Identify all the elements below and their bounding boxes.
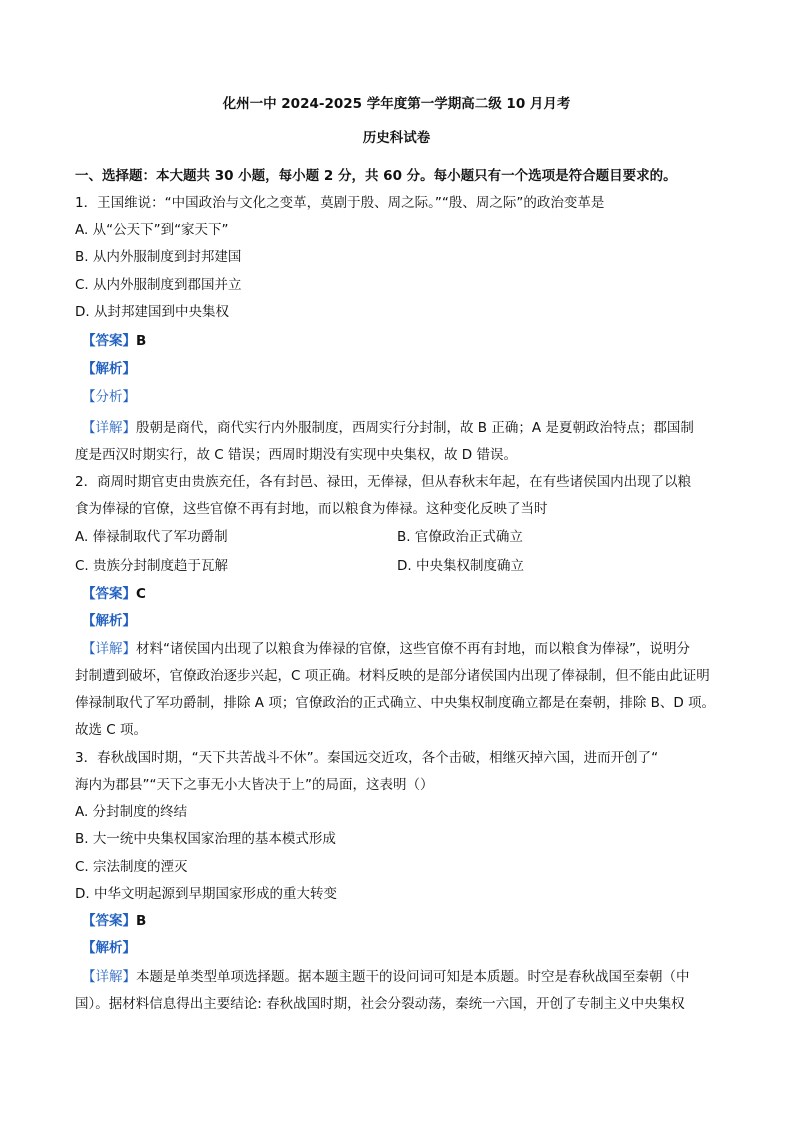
section-heading: 一、选择题：本大题共 30 小题，每小题 2 分，共 60 分。每小题只有一个选项是符合题目要求的。 [75, 168, 677, 184]
q2-jiexi-label: 【解析】 [82, 613, 136, 629]
q2-answer [82, 584, 146, 604]
q3-detail-line-2: 国）。据材料信息得出主要结论: 春秋战国时期，社会分裂动荡，秦统一六国，开创了专制主义中央集权 [75, 996, 685, 1012]
q2-detail-line-4: 故选 C 项。 [75, 722, 148, 738]
q3-option-a: A. 分封制度的终结 [75, 804, 188, 820]
detail-text: 材料“诸侯国内出现了以粮食为俸禄的官僚，这些官僚不再有封地，而以粮食为俸禄”，说明分 [136, 641, 690, 657]
q3-option-d: D. 中华文明起源到早期国家形成的重大转变 [75, 886, 337, 902]
xiangjie-label: 【详解】 [82, 420, 136, 436]
q1-option-c: C. 从内外服制度到郡国并立 [75, 277, 242, 293]
q2-detail-line-1 [82, 639, 690, 659]
q3-jiexi-label: 【解析】 [82, 940, 136, 956]
q3-answer [82, 911, 146, 931]
q2-stem-line-2: 食为俸禄的官僚，这些官僚不再有封地，而以粮食为俸禄。这种变化反映了当时 [75, 501, 548, 517]
q2-option-a: A. 俸禄制取代了军功爵制 [75, 529, 228, 545]
q1-answer [82, 331, 146, 351]
xiangjie-label: 【详解】 [82, 641, 136, 657]
q1-option-b: B. 从内外服制度到封邦建国 [75, 249, 242, 265]
q1-option-d: D. 从封邦建国到中央集权 [75, 304, 229, 320]
q1-option-a: A. 从“公天下”到“家天下” [75, 222, 229, 238]
q2-option-c: C. 贵族分封制度趋于瓦解 [75, 558, 229, 574]
exam-subtitle: 历史科试卷 [362, 130, 431, 146]
q1-detail-line-2: 度是西汉时期实行，故 C 错误；西周时期没有实现中央集权，故 D 错误。 [75, 447, 517, 463]
q3-stem-line-1: 3．春秋战国时期，“天下共苦战斗不休”。秦国远交近攻，各个击破，相继灭掉六国，进而开创了“ [75, 750, 659, 766]
answer-value: C [136, 586, 146, 602]
answer-label: 【答案】 [82, 913, 136, 929]
q3-option-c: C. 宗法制度的湮灭 [75, 859, 188, 875]
q2-option-d: D. 中央集权制度确立 [397, 558, 524, 574]
q3-stem-line-2: 海内为郡县”“天下之事无小大皆决于上”的局面，这表明（） [75, 777, 434, 793]
detail-text: 本题是单类型单项选择题。据本题主题干的设问词可知是本质题。时空是春秋战国至秦朝（中 [136, 969, 690, 985]
answer-label: 【答案】 [82, 333, 136, 349]
xiangjie-label: 【详解】 [82, 969, 136, 985]
answer-value: B [136, 333, 147, 349]
q2-stem-line-1: 2．商周时期官吏由贵族充任，各有封邑、禄田，无俸禄，但从春秋末年起，在有些诸侯国内出现了以粮 [75, 474, 692, 490]
detail-text: 殷朝是商代，商代实行内外服制度，西周实行分封制，故 B 正确；A 是夏朝政治特点；郡国制 [136, 420, 694, 436]
answer-value: B [136, 913, 147, 929]
answer-label: 【答案】 [82, 586, 136, 602]
q3-detail-line-1 [82, 967, 690, 987]
q1-stem: 1．王国维说：“中国政治与文化之变革，莫剧于殷、周之际。”“殷、周之际”的政治变革是 [75, 195, 605, 211]
q3-option-b: B. 大一统中央集权国家治理的基本模式形成 [75, 831, 336, 847]
q1-detail-line-1 [82, 418, 694, 438]
q2-detail-line-2: 封制遭到破坏，官僚政治逐步兴起，C 项正确。材料反映的是部分诸侯国内出现了俸禄制，但不能由此证明 [75, 668, 710, 684]
q2-detail-line-3: 俸禄制取代了军功爵制，排除 A 项；官僚政治的正式确立、中央集权制度确立都是在秦朝，排除 B、D 项。 [75, 695, 716, 711]
exam-title: 化州一中 2024-2025 学年度第一学期高二级 10 月月考 [222, 96, 571, 112]
q1-jiexi-label: 【解析】 [82, 361, 136, 377]
q1-fenxi-label: 【分析】 [82, 389, 136, 405]
q2-option-b: B. 官僚政治正式确立 [397, 529, 523, 545]
